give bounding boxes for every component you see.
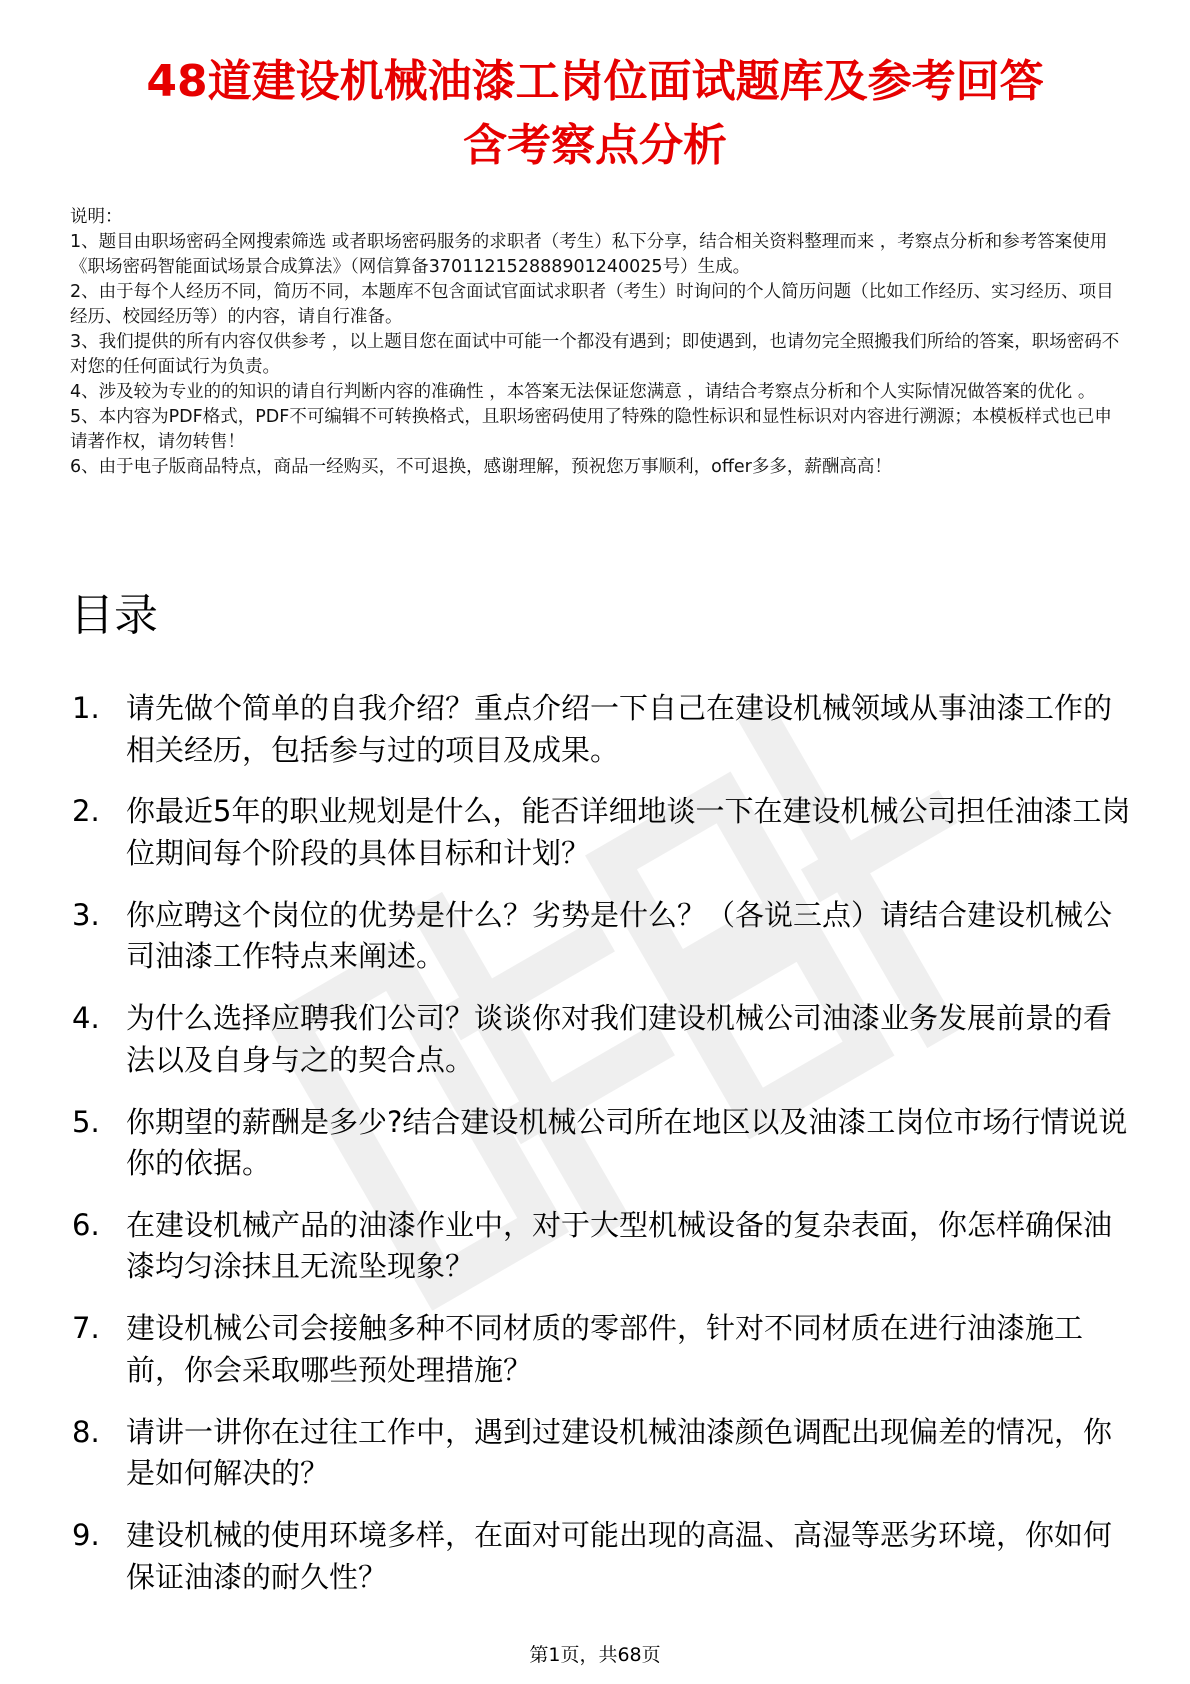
note-item: 4、涉及较为专业的的知识的请自行判断内容的准确性 ，本答案无法保证您满意 ，请结合考察点分析和个人实际情况做答案的优化 。 <box>70 382 1096 402</box>
toc-heading: 目录 <box>70 590 158 641</box>
question-text: 你最近5年的职业规划是什么，能否详细地谈一下在建设机械公司担任油漆工岗位期间每个阶段的具体目标和计划？ <box>126 794 1131 870</box>
question-item <box>72 688 1132 771</box>
question-number: 1. <box>72 691 100 725</box>
title-line-1: 48道建设机械油漆工岗位面试题库及参考回答 <box>146 56 1044 107</box>
question-text: 在建设机械产品的油漆作业中，对于大型机械设备的复杂表面，你怎样确保油漆均匀涂抹且无流坠现象？ <box>126 1207 1113 1284</box>
question-text: 建设机械公司会接触多种不同材质的零部件，针对不同材质在进行油漆施工前，你会采取哪些预处理措施？ <box>126 1311 1084 1387</box>
note-item: 3、我们提供的所有内容仅供参考 ，以上题目您在面试中可能一个都没有遇到；即使遇到，也请勿完全照搬我们所给的答案，职场密码不对您的任何面试行为负责。 <box>70 332 1120 377</box>
page-footer: 第1页，共68页 <box>529 1644 661 1666</box>
question-text: 请讲一讲你在过往工作中，遇到过建设机械油漆颜色调配出现偏差的情况，你是如何解决的？ <box>126 1414 1113 1491</box>
question-item <box>72 1205 1132 1288</box>
note-item: 5、本内容为PDF格式，PDF不可编辑不可转换格式，且职场密码使用了特殊的隐性标识和显性标识对内容进行溯源；本模板样式也已申请著作权，请勿转售！ <box>70 407 1112 452</box>
question-item <box>72 998 1132 1081</box>
notes-heading: 说明： <box>70 207 123 227</box>
question-text: 你期望的薪酬是多少?结合建设机械公司所在地区以及油漆工岗位市场行情说说你的依据。 <box>126 1104 1128 1181</box>
question-item <box>72 1515 1132 1598</box>
note-item: 2、由于每个人经历不同，简历不同，本题库不包含面试官面试求职者（考生）时询问的个人简历问题（比如工作经历、实习经历、项目经历、校园经历等）的内容，请自行准备。 <box>70 282 1114 327</box>
question-number: 8. <box>72 1414 100 1449</box>
title-line-2: 含考察点分析 <box>463 120 727 171</box>
notes-section <box>70 205 1125 480</box>
question-text: 你应聘这个岗位的优势是什么？劣势是什么？（各说三点）请结合建设机械公司油漆工作特点来阐述。 <box>126 897 1113 974</box>
question-number: 4. <box>72 1001 100 1036</box>
question-number: 7. <box>72 1311 100 1346</box>
question-number: 6. <box>72 1207 100 1242</box>
question-item <box>72 1102 1132 1185</box>
note-item: 1、题目由职场密码全网搜索筛选 或者职场密码服务的求职者（考生）私下分享，结合相关资料整理而来 ，考察点分析和参考答案使用《职场密码智能面试场景合成算法》（网信算备370112152888901240025号）生成。 <box>70 232 1108 277</box>
question-number: 3. <box>72 897 100 932</box>
question-item <box>72 791 1132 874</box>
question-text: 建设机械的使用环境多样，在面对可能出现的高温、高湿等恶劣环境，你如何保证油漆的耐久性？ <box>126 1518 1113 1594</box>
question-item <box>72 1308 1132 1391</box>
document-title <box>60 50 1130 178</box>
note-item: 6、由于电子版商品特点，商品一经购买，不可退换，感谢理解，预祝您万事顺利，offer多多，薪酬高高！ <box>70 457 892 477</box>
question-number: 9. <box>72 1518 100 1553</box>
question-number: 2. <box>72 794 100 829</box>
question-item <box>72 1412 1132 1495</box>
question-text: 为什么选择应聘我们公司？谈谈你对我们建设机械公司油漆业务发展前景的看法以及自身与之的契合点。 <box>126 1001 1113 1077</box>
question-text: 请先做个简单的自我介绍？重点介绍一下自己在建设机械领域从事油漆工作的相关经历，包括参与过的项目及成果。 <box>126 691 1113 767</box>
question-item <box>72 895 1132 978</box>
question-number: 5. <box>72 1104 100 1139</box>
question-list <box>72 688 1132 1619</box>
